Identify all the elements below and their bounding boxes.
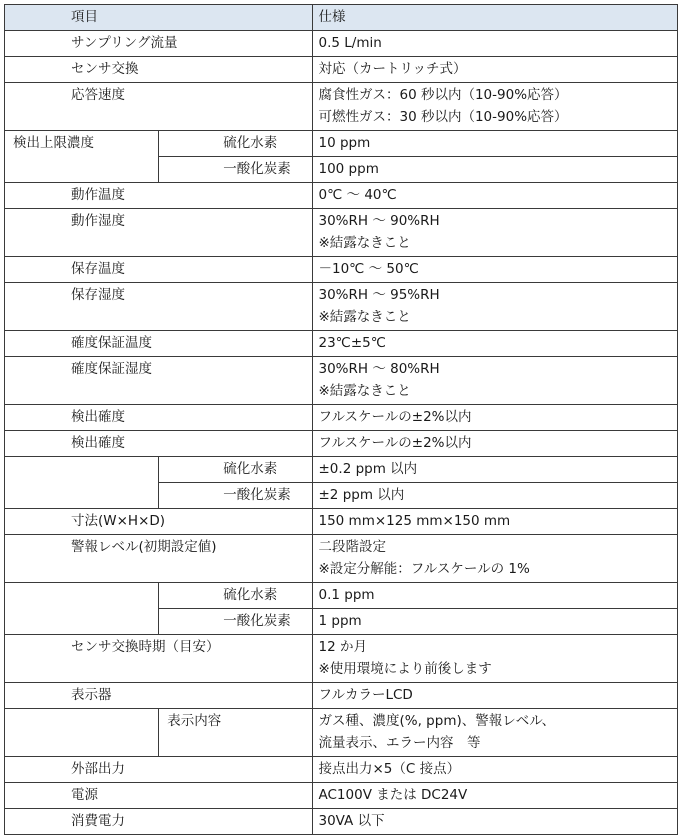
- table-row: [5, 509, 678, 535]
- table-row: [5, 809, 678, 835]
- header-row: [5, 5, 678, 31]
- value-line: 二段階設定: [318, 539, 386, 555]
- value-line: 12 か月: [318, 639, 367, 655]
- row-value: 10 ppm: [312, 131, 678, 157]
- header-spec: 仕様: [312, 5, 678, 31]
- row-value: [312, 709, 678, 757]
- empty-cell: [5, 583, 159, 635]
- empty-cell: [5, 709, 159, 757]
- row-label: 表示器: [5, 683, 313, 709]
- value-line: ※設定分解能：フルスケールの 1%: [318, 561, 530, 577]
- row-value: [312, 357, 678, 405]
- row-value: フルスケールの±2%以内: [312, 431, 678, 457]
- row-label: 保存湿度: [5, 283, 313, 331]
- row-label: センサ交換: [5, 57, 313, 83]
- row-value: 0.5 L/min: [312, 31, 678, 57]
- row-value: [312, 535, 678, 583]
- row-value: ±2 ppm 以内: [312, 483, 678, 509]
- row-value: 150 mm×125 mm×150 mm: [312, 509, 678, 535]
- value-line: ※結露なきこと: [318, 383, 411, 399]
- table-row: [5, 209, 678, 257]
- row-label: 警報レベル(初期設定値): [5, 535, 313, 583]
- value-line: ※結露なきこと: [318, 235, 411, 251]
- value-line: 30%RH ～ 90%RH: [318, 213, 440, 229]
- row-value: 対応（カートリッチ式）: [312, 57, 678, 83]
- table-row: [5, 405, 678, 431]
- row-value: ±0.2 ppm 以内: [312, 457, 678, 483]
- empty-cell: [5, 457, 159, 509]
- table-row: [5, 683, 678, 709]
- table-row: [5, 257, 678, 283]
- row-label: 消費電力: [5, 809, 313, 835]
- value-line: 可燃性ガス：30 秒以内（10-90%応答）: [318, 109, 568, 125]
- sub-label: 硫化水素: [159, 583, 312, 609]
- row-label: 動作湿度: [5, 209, 313, 257]
- table-row: [5, 31, 678, 57]
- row-value: AC100V または DC24V: [312, 783, 678, 809]
- value-line: 30%RH ～ 80%RH: [318, 361, 440, 377]
- table-row: [5, 283, 678, 331]
- table-row: [5, 131, 678, 157]
- table-row: [5, 635, 678, 683]
- sub-label: 硫化水素: [159, 457, 312, 483]
- table-row: [5, 783, 678, 809]
- row-value: 100 ppm: [312, 157, 678, 183]
- value-line: 流量表示、エラー内容 等: [318, 735, 481, 751]
- table-row: [5, 757, 678, 783]
- table-row: [5, 431, 678, 457]
- row-label: センサ交換時期（目安）: [5, 635, 313, 683]
- row-value: 0℃ ～ 40℃: [312, 183, 678, 209]
- table-row: [5, 583, 678, 609]
- sub-label: 硫化水素: [159, 131, 312, 157]
- sub-label: 一酸化炭素: [159, 609, 312, 635]
- row-value: 接点出力×5（C 接点）: [312, 757, 678, 783]
- row-value: 0.1 ppm: [312, 583, 678, 609]
- row-value: 23℃±5℃: [312, 331, 678, 357]
- table-row: [5, 183, 678, 209]
- row-value: 30VA 以下: [312, 809, 678, 835]
- table-row: [5, 709, 678, 757]
- row-value: フルスケールの±2%以内: [312, 405, 678, 431]
- row-label: 検出確度: [5, 431, 313, 457]
- row-label: 確度保証温度: [5, 331, 313, 357]
- row-value: [312, 209, 678, 257]
- value-line: 腐食性ガス：60 秒以内（10-90%応答）: [318, 87, 568, 103]
- row-label: 検出確度: [5, 405, 313, 431]
- sub-label: 表示内容: [159, 709, 312, 757]
- row-label: 検出上限濃度: [5, 131, 159, 183]
- row-value: フルカラーLCD: [312, 683, 678, 709]
- table-row: [5, 457, 678, 483]
- row-value: －10℃ ～ 50℃: [312, 257, 678, 283]
- row-value: [312, 283, 678, 331]
- row-label: 電源: [5, 783, 313, 809]
- row-label: 確度保証湿度: [5, 357, 313, 405]
- row-value: [312, 635, 678, 683]
- row-value: 1 ppm: [312, 609, 678, 635]
- table-row: [5, 331, 678, 357]
- row-label: 外部出力: [5, 757, 313, 783]
- spec-table: [4, 4, 678, 835]
- sub-label: 一酸化炭素: [159, 483, 312, 509]
- row-value: [312, 83, 678, 131]
- sub-label: 一酸化炭素: [159, 157, 312, 183]
- value-line: ※結露なきこと: [318, 309, 411, 325]
- value-line: 30%RH ～ 95%RH: [318, 287, 440, 303]
- table-row: [5, 535, 678, 583]
- row-label: 保存温度: [5, 257, 313, 283]
- row-label: 応答速度: [5, 83, 313, 131]
- value-line: ※使用環境により前後します: [318, 661, 492, 677]
- header-item: 項目: [5, 5, 313, 31]
- row-label: 寸法(W×H×D): [5, 509, 313, 535]
- table-row: [5, 357, 678, 405]
- row-label: 動作温度: [5, 183, 313, 209]
- row-label: サンプリング流量: [5, 31, 313, 57]
- table-row: [5, 83, 678, 131]
- table-row: [5, 57, 678, 83]
- value-line: ガス種、濃度(%, ppm)、警報レベル、: [318, 713, 556, 729]
